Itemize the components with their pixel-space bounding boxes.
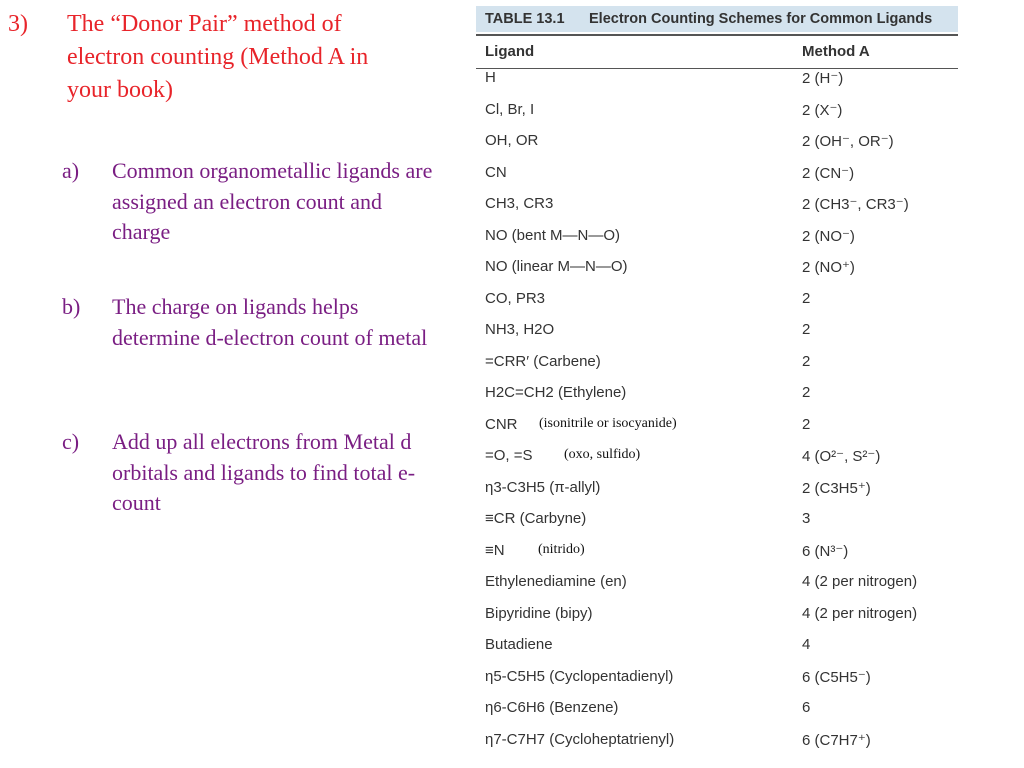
table-row (476, 504, 958, 536)
method-cell: 2 (OH⁻, OR⁻) (802, 133, 894, 150)
table-row (476, 158, 958, 190)
method-cell: 2 (802, 289, 811, 307)
method-cell: 6 (N³⁻) (802, 542, 849, 560)
method-cell: 2 (NO⁺) (802, 259, 855, 276)
column-header-method: Method A (802, 43, 870, 60)
ligand-cell: CH3, CR3 (485, 195, 554, 212)
method-cell: 3 (802, 510, 811, 527)
table-row (476, 693, 958, 725)
ligand-cell: ≡CR (Carbyne) (485, 510, 587, 527)
table-row (476, 567, 958, 599)
column-header-ligand: Ligand (485, 43, 535, 60)
ligand-cell: η7-C7H7 (Cycloheptatrienyl) (485, 730, 675, 748)
point-label: b) (62, 294, 81, 319)
point-label: c) (62, 429, 80, 454)
method-cell: 6 (C5H5⁻) (802, 668, 871, 686)
point-label: a) (62, 158, 80, 183)
method-cell: 2 (CN⁻) (802, 164, 855, 182)
ligand-cell: η5-C5H5 (Cyclopentadienyl) (485, 667, 674, 685)
table-row (476, 630, 958, 662)
ligand-cell: NO (linear M—N—O) (485, 258, 628, 275)
ligand-cell: Bipyridine (bipy) (485, 604, 593, 622)
point-text: The charge on ligands helps determine d-electron count of metal (112, 294, 428, 350)
method-cell: 6 (802, 699, 811, 716)
point-text: Common organometallic ligands are assigned an electron count and charge (112, 158, 433, 244)
method-cell: 4 (2 per nitrogen) (802, 573, 918, 590)
ligand-cell: Butadiene (485, 636, 553, 653)
ligand-cell: H (485, 69, 496, 86)
table-row (476, 126, 958, 158)
ligand-cell: η6-C6H6 (Benzene) (485, 699, 619, 716)
table-title (476, 6, 958, 32)
table-row (476, 284, 958, 316)
point-text: Add up all electrons from Metal d orbitals and ligands to find total e- count (112, 429, 416, 515)
method-cell: 2 (802, 415, 811, 433)
ligand-cell: CNR (485, 415, 518, 433)
ligand-annotation: (oxo, sulfido) (564, 447, 641, 462)
ligand-cell: H2C=CH2 (Ethylene) (485, 384, 627, 401)
method-cell: 4 (802, 636, 811, 653)
ligand-cell: NH3, H2O (485, 321, 555, 338)
method-cell: 2 (802, 384, 811, 401)
table-row (476, 315, 958, 347)
ligand-cell: Cl, Br, I (485, 100, 535, 118)
table-row (476, 410, 958, 442)
table-number: TABLE 13.1 (485, 11, 565, 27)
table-row (476, 221, 958, 253)
table-row (476, 252, 958, 284)
method-cell: 2 (H⁻) (802, 70, 844, 87)
ligand-cell: Ethylenediamine (en) (485, 573, 627, 590)
ligand-annotation: (isonitrile or isocyanide) (539, 415, 677, 431)
table-row (476, 599, 958, 631)
table-body (476, 63, 958, 756)
table-row (476, 347, 958, 379)
method-cell: 2 (X⁻) (802, 101, 843, 119)
ligand-cell: OH, OR (485, 132, 539, 149)
ligand-cell: CN (485, 163, 507, 181)
ligand-cell: NO (bent M—N—O) (485, 226, 621, 244)
table-row (476, 378, 958, 410)
table-caption: Electron Counting Schemes for Common Ligands (589, 11, 933, 27)
table-row (476, 473, 958, 505)
table-row (476, 63, 958, 95)
table-row (476, 662, 958, 694)
method-cell: 6 (C7H7⁺) (802, 731, 871, 749)
ligand-cell: =O, =S (485, 447, 533, 464)
method-cell: 2 (C3H5⁺) (802, 479, 871, 497)
method-cell: 2 (NO⁻) (802, 227, 855, 245)
table-row (476, 725, 958, 757)
method-cell: 4 (O²⁻, S²⁻) (802, 448, 881, 465)
table-row (476, 536, 958, 568)
ligand-cell: η3-C3H5 (π-allyl) (485, 478, 601, 496)
ligand-annotation: (nitrido) (538, 541, 585, 557)
method-cell: 2 (CH3⁻, CR3⁻) (802, 196, 909, 213)
ligand-cell: CO, PR3 (485, 289, 546, 307)
heading-text: The “Donor Pair” method of electron counting (Method A in your book) (67, 11, 369, 103)
table-row (476, 189, 958, 221)
table-row (476, 95, 958, 127)
ligand-cell: ≡N (485, 541, 505, 559)
method-cell: 4 (2 per nitrogen) (802, 604, 918, 622)
method-cell: 2 (802, 352, 811, 370)
table-row (476, 441, 958, 473)
method-cell: 2 (802, 321, 811, 338)
heading-number: 3) (8, 11, 28, 37)
ligand-cell: =CRR′ (Carbene) (485, 352, 601, 370)
